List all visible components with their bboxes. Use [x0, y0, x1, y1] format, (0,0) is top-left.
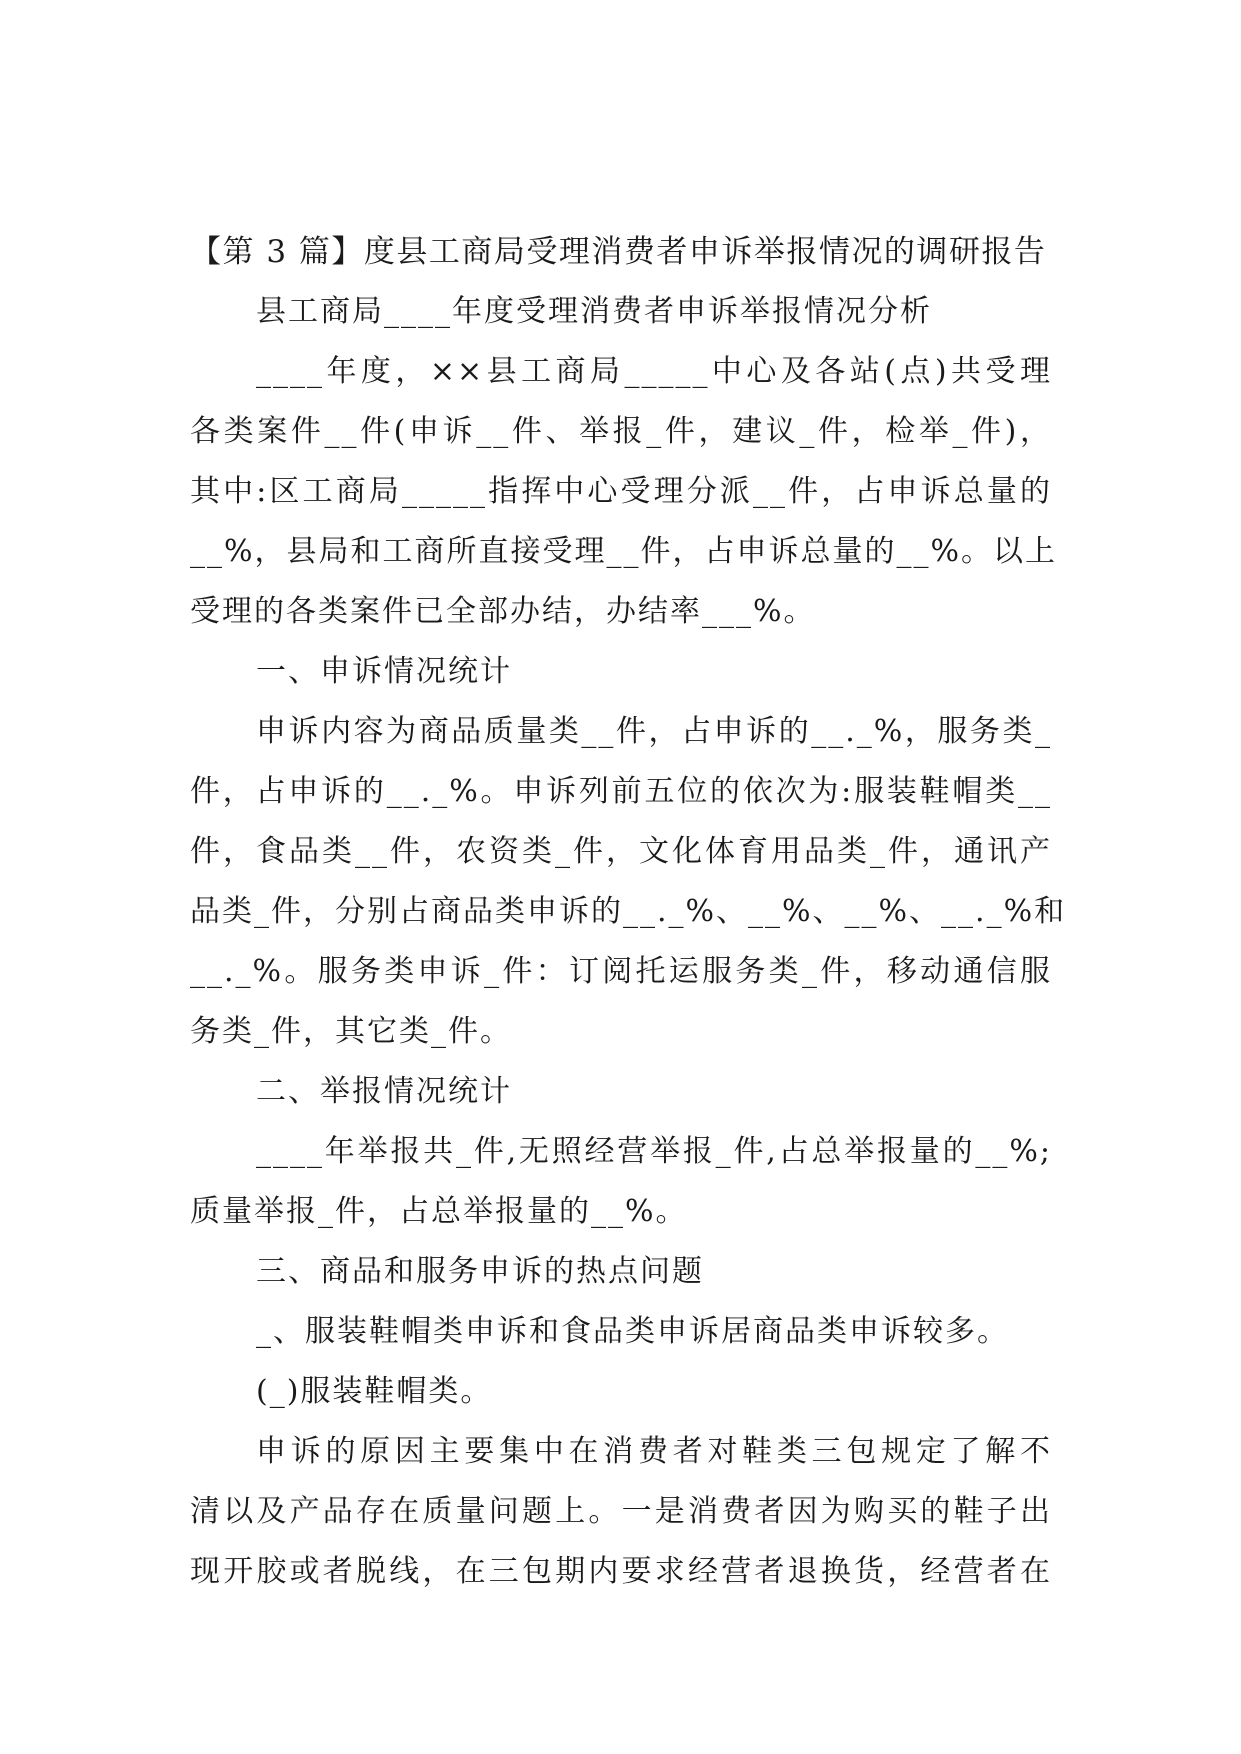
document-page	[190, 222, 1067, 1602]
sub-heading: (_)服装鞋帽类。	[256, 1374, 493, 1409]
paragraph-line: ____年举报共_件,无照经营举报_件,占总举报量的__%;	[256, 1134, 1052, 1169]
paragraph-line: 件，占申诉的__._%。申诉列前五位的依次为:服装鞋帽类__	[190, 774, 1052, 809]
paragraph-line: 件，食品类__件，农资类_件，文化体育用品类_件，通讯产	[190, 834, 1052, 869]
document-subtitle: 县工商局____年度受理消费者申诉举报情况分析	[256, 294, 932, 329]
paragraph-line: 务类_件，其它类_件。	[190, 1014, 512, 1049]
section-heading: 三、商品和服务申诉的热点问题	[256, 1254, 704, 1289]
paragraph-line: 现开胶或者脱线，在三包期内要求经营者退换货，经营者在	[190, 1554, 1052, 1589]
paragraph-line: __%，县局和工商所直接受理__件，占申诉总量的__%。以上	[190, 534, 1058, 569]
paragraph-line: 质量举报_件，占总举报量的__%。	[190, 1194, 688, 1229]
section-heading: 一、申诉情况统计	[256, 654, 512, 689]
paragraph-line: __._%。服务类申诉_件：订阅托运服务类_件，移动通信服	[190, 954, 1052, 989]
paragraph-line: 清以及产品存在质量问题上。一是消费者因为购买的鞋子出	[190, 1494, 1052, 1529]
paragraph-line: 各类案件__件(申诉__件、举报_件，建议_件，检举_件)，	[190, 414, 1052, 449]
paragraph-line: 受理的各类案件已全部办结，办结率___%。	[190, 594, 816, 629]
paragraph-line: 申诉内容为商品质量类__件，占申诉的__._%，服务类_	[256, 714, 1052, 749]
paragraph-line: _、服装鞋帽类申诉和食品类申诉居商品类申诉较多。	[256, 1314, 1009, 1349]
paragraph-line: ____年度，××县工商局_____中心及各站(点)共受理	[256, 354, 1052, 389]
paragraph-line: 品类_件，分别占商品类申诉的__._%、__%、__%、__._%和	[190, 894, 1067, 929]
section-heading: 二、举报情况统计	[256, 1074, 512, 1109]
paragraph-line: 申诉的原因主要集中在消费者对鞋类三包规定了解不	[256, 1434, 1052, 1469]
paragraph-line: 其中:区工商局_____指挥中心受理分派__件，占申诉总量的	[190, 474, 1052, 509]
document-title: 【第 3 篇】度县工商局受理消费者申诉举报情况的调研报告	[190, 234, 1047, 270]
